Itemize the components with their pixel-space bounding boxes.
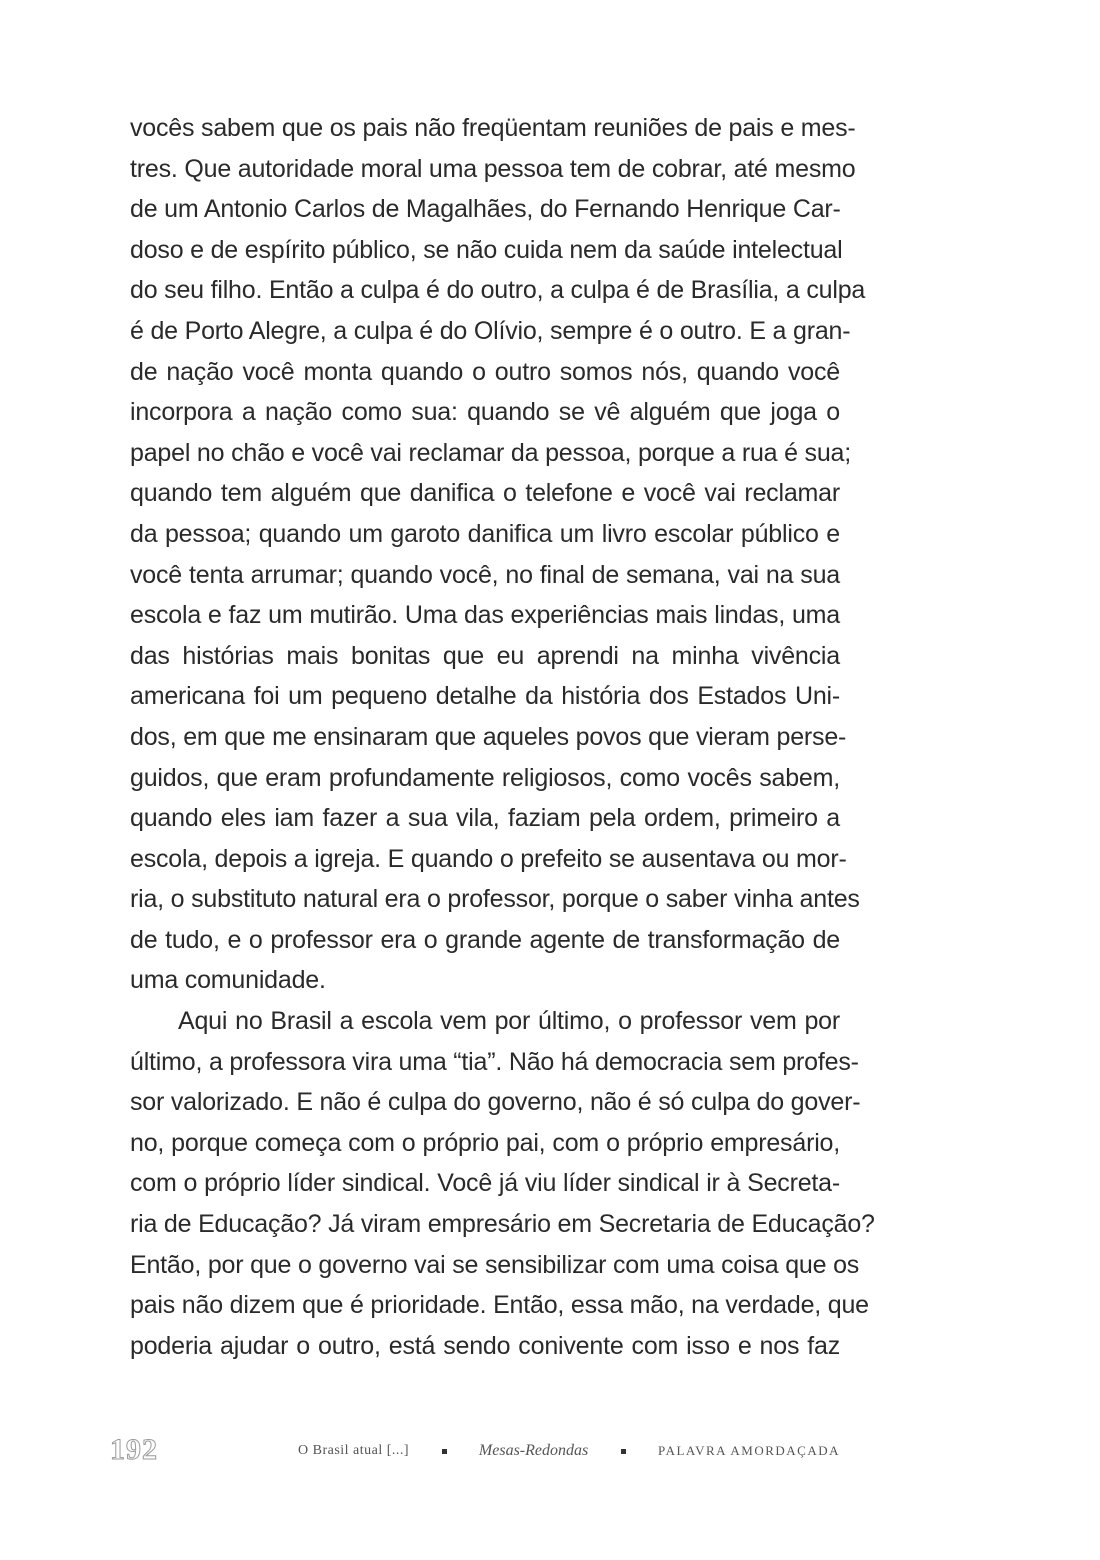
- text-line: você tenta arrumar; quando você, no final de semana, vai na sua: [130, 560, 840, 589]
- text-line: de tudo, e o professor era o grande agente de transformação de: [130, 925, 840, 954]
- text-line: de nação você monta quando o outro somos nós, quando você: [130, 357, 840, 386]
- text-line: ria de Educação? Já viram empresário em Secretaria de Educação?: [130, 1210, 875, 1239]
- bullet-separator: [442, 1449, 447, 1454]
- text-line: da pessoa; quando um garoto danifica um livro escolar público e: [130, 519, 840, 548]
- section-title: Mesas-Redondas: [478, 1442, 589, 1459]
- text-line: papel no chão e você vai reclamar da pessoa, porque a rua é sua;: [130, 438, 852, 467]
- text-line: tres. Que autoridade moral uma pessoa tem de cobrar, até mesmo: [130, 154, 856, 183]
- text-line: escola e faz um mutirão. Uma das experiências mais lindas, uma: [130, 601, 840, 630]
- text-line: sor valorizado. E não é culpa do governo, não é só culpa do gover-: [130, 1088, 861, 1117]
- text-line: último, a professora vira uma “tia”. Não há democracia sem profes-: [130, 1047, 859, 1076]
- text-line: guidos, que eram profundamente religiosos, como vocês sabem,: [130, 763, 840, 792]
- text-line: escola, depois a igreja. E quando o prefeito se ausentava ou mor-: [130, 844, 847, 873]
- text-line: poderia ajudar o outro, está sendo conivente com isso e nos faz: [130, 1331, 840, 1360]
- text-line: de um Antonio Carlos de Magalhães, do Fernando Henrique Car-: [130, 195, 841, 224]
- book-title: O Brasil atual [...]: [298, 1443, 410, 1458]
- text-line: quando tem alguém que danifica o telefone e você vai reclamar: [130, 479, 840, 508]
- text-line: é de Porto Alegre, a culpa é do Olívio, sempre é o outro. E a gran-: [130, 316, 851, 345]
- text-line: incorpora a nação como sua: quando se vê alguém que joga o: [130, 398, 840, 427]
- running-head: [298, 1442, 840, 1460]
- text-line: Então, por que o governo vai se sensibilizar com uma coisa que os: [130, 1250, 860, 1279]
- text-line: no, porque começa com o próprio pai, com o próprio empresário,: [130, 1128, 840, 1157]
- body-text: [130, 108, 875, 1366]
- page-footer: [110, 1433, 840, 1473]
- text-line: uma comunidade.: [130, 966, 326, 995]
- text-line: doso e de espírito público, se não cuida nem da saúde intelectual: [130, 235, 843, 264]
- page-number: 192: [110, 1433, 158, 1466]
- text-line: do seu filho. Então a culpa é do outro, a culpa é de Brasília, a culpa: [130, 276, 866, 305]
- text-line: dos, em que me ensinaram que aqueles povos que vieram perse-: [130, 722, 847, 751]
- text-line: americana foi um pequeno detalhe da história dos Estados Uni-: [130, 682, 840, 711]
- series-title: PALAVRA AMORDAÇADA: [658, 1443, 840, 1458]
- text-line: quando eles iam fazer a sua vila, faziam pela ordem, primeiro a: [130, 804, 840, 833]
- paragraph-start-line: Aqui no Brasil a escola vem por último, o professor vem por: [178, 1007, 840, 1036]
- text-line: com o próprio líder sindical. Você já viu líder sindical ir à Secreta-: [130, 1169, 840, 1198]
- text-line: pais não dizem que é prioridade. Então, essa mão, na verdade, que: [130, 1291, 869, 1320]
- text-line: vocês sabem que os pais não freqüentam reuniões de pais e mes-: [130, 114, 856, 142]
- bullet-separator: [621, 1449, 626, 1454]
- text-line: ria, o substituto natural era o professor, porque o saber vinha antes: [130, 885, 860, 914]
- text-line: das histórias mais bonitas que eu aprendi na minha vivência: [130, 641, 840, 670]
